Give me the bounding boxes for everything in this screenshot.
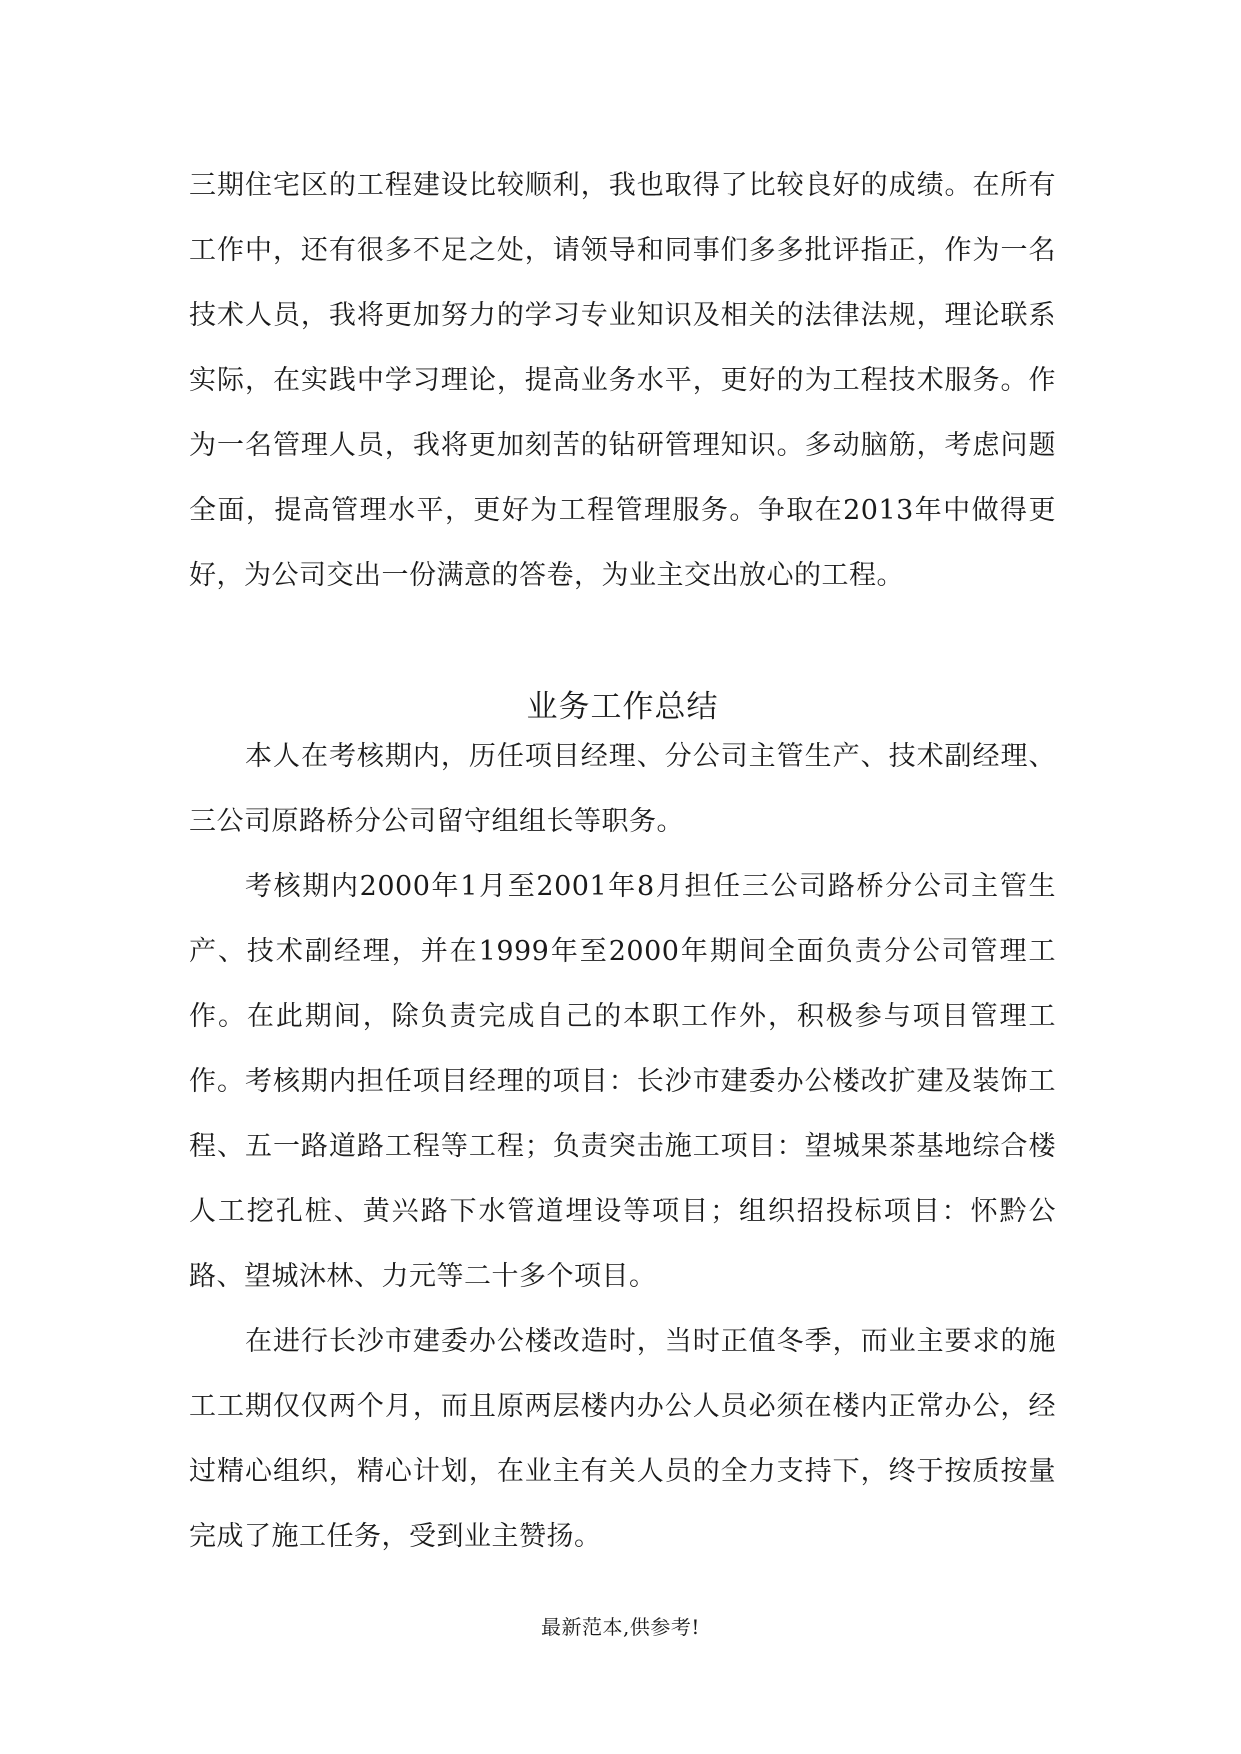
paragraph-projects: 考核期内2000年1月至2001年8月担任三公司路桥分公司主管生产、技术副经理，并在1999年至2000年期间全面负责分公司管理工作。在此期间，除负责完成自己的本职工作外，积极参与项目管理工作。考核期内担任项目经理的项目：长沙市建委办公楼改扩建及装饰工程、五一路道路工程等工程；负责突击施工项目：望城果茶基地综合楼人工挖孔桩、黄兴路下水管道埋设等项目；组织招投标项目：怀黔公路、望城沐林、力元等二十多个项目。 xyxy=(189,871,1056,1292)
paragraph-office-renovation: 在进行长沙市建委办公楼改造时，当时正值冬季，而业主要求的施工工期仅仅两个月，而且原两层楼内办公人员必须在楼内正常办公，经过精心组织，精心计划，在业主有关人员的全力支持下，终于按质按量完成了施工任务，受到业主赞扬。 xyxy=(189,1326,1056,1552)
intro-paragraph: 三期住宅区的工程建设比较顺利，我也取得了比较良好的成绩。在所有工作中，还有很多不足之处，请领导和同事们多多批评指正，作为一名技术人员，我将更加努力的学习专业知识及相关的法律法规，理论联系实际，在实践中学习理论，提高业务水平，更好的为工程技术服务。作为一名管理人员，我将更加刻苦的钻研管理知识。多动脑筋，考虑问题全面，提高管理水平，更好为工程管理服务。争取在2013年中做得更好，为公司交出一份满意的答卷，为业主交出放心的工程。 xyxy=(189,170,1056,591)
intro-text-block xyxy=(189,153,1056,608)
footer-note: 最新范本,供参考! xyxy=(541,1615,700,1639)
paragraph-positions: 本人在考核期内，历任项目经理、分公司主管生产、技术副经理、三公司原路桥分公司留守组组长等职务。 xyxy=(189,741,1056,837)
body-text-block xyxy=(189,724,1056,1569)
section-title: 业务工作总结 xyxy=(526,689,719,725)
